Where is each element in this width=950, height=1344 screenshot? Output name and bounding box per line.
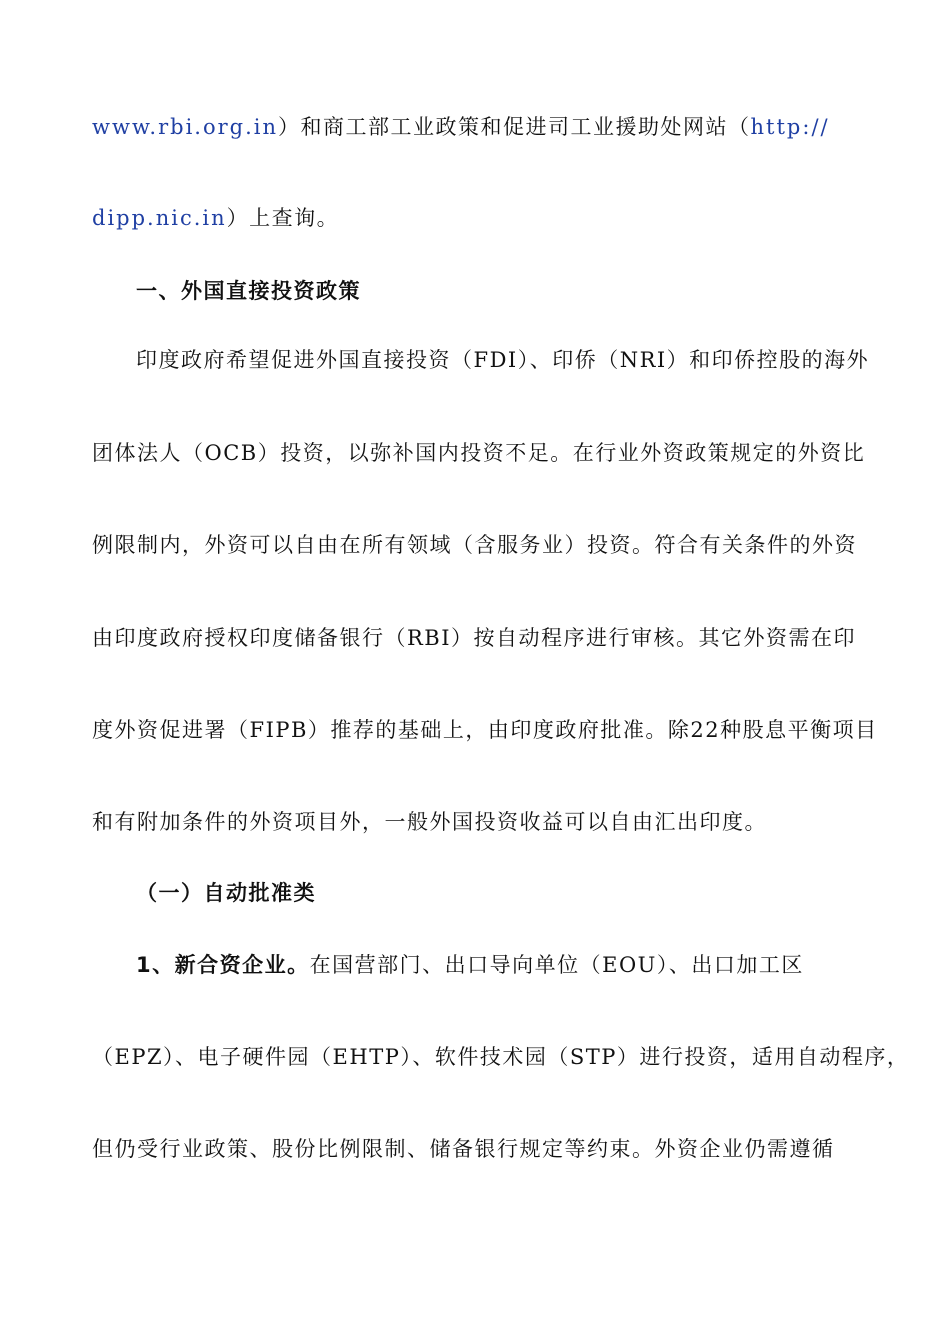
paragraph-line: 印度政府希望促进外国直接投资（FDI）、印侨（NRI）和印侨控股的海外: [136, 348, 870, 372]
dipp-website-link-part1[interactable]: http://: [750, 115, 830, 139]
dipp-website-link-part2[interactable]: dipp.nic.in: [92, 206, 227, 230]
item-lead-new-joint-venture: 1、新合资企业。: [136, 953, 310, 977]
section-heading-fdi-policy: 一、外国直接投资政策: [136, 279, 361, 303]
paragraph-line: 但仍受行业政策、股份比例限制、储备银行规定等约束。外资企业仍需遵循: [92, 1137, 835, 1161]
text-line-1: [92, 112, 872, 142]
paragraph-line: 度外资促进署（FIPB）推荐的基础上，由印度政府批准。除22种股息平衡项目: [92, 718, 878, 742]
line-2-text: ）上查询。: [226, 206, 340, 230]
rbi-website-link[interactable]: www.rbi.org.in: [92, 115, 279, 139]
paragraph-line: 例限制内，外资可以自由在所有领域（含服务业）投资。符合有关条件的外资: [92, 533, 857, 557]
text-line-2: [92, 203, 872, 233]
paragraph-line: 由印度政府授权印度储备银行（RBI）按自动程序进行审核。其它外资需在印: [92, 626, 857, 650]
subsection-heading-auto-approval: （一）自动批准类: [136, 881, 316, 905]
paragraph-line: 团体法人（OCB）投资，以弥补国内投资不足。在行业外资政策规定的外资比: [92, 441, 866, 465]
line-1-text: ）和商工部工业政策和促进司工业援助处网站（: [278, 115, 751, 139]
paragraph-line: 和有附加条件的外资项目外，一般外国投资收益可以自由汇出印度。: [92, 810, 767, 834]
paragraph-line: [136, 950, 916, 980]
paragraph-line: （EPZ）、电子硬件园（EHTP）、软件技术园（STP）进行投资，适用自动程序，: [92, 1045, 910, 1069]
item-text: 在国营部门、出口导向单位（EOU）、出口加工区: [309, 953, 804, 977]
